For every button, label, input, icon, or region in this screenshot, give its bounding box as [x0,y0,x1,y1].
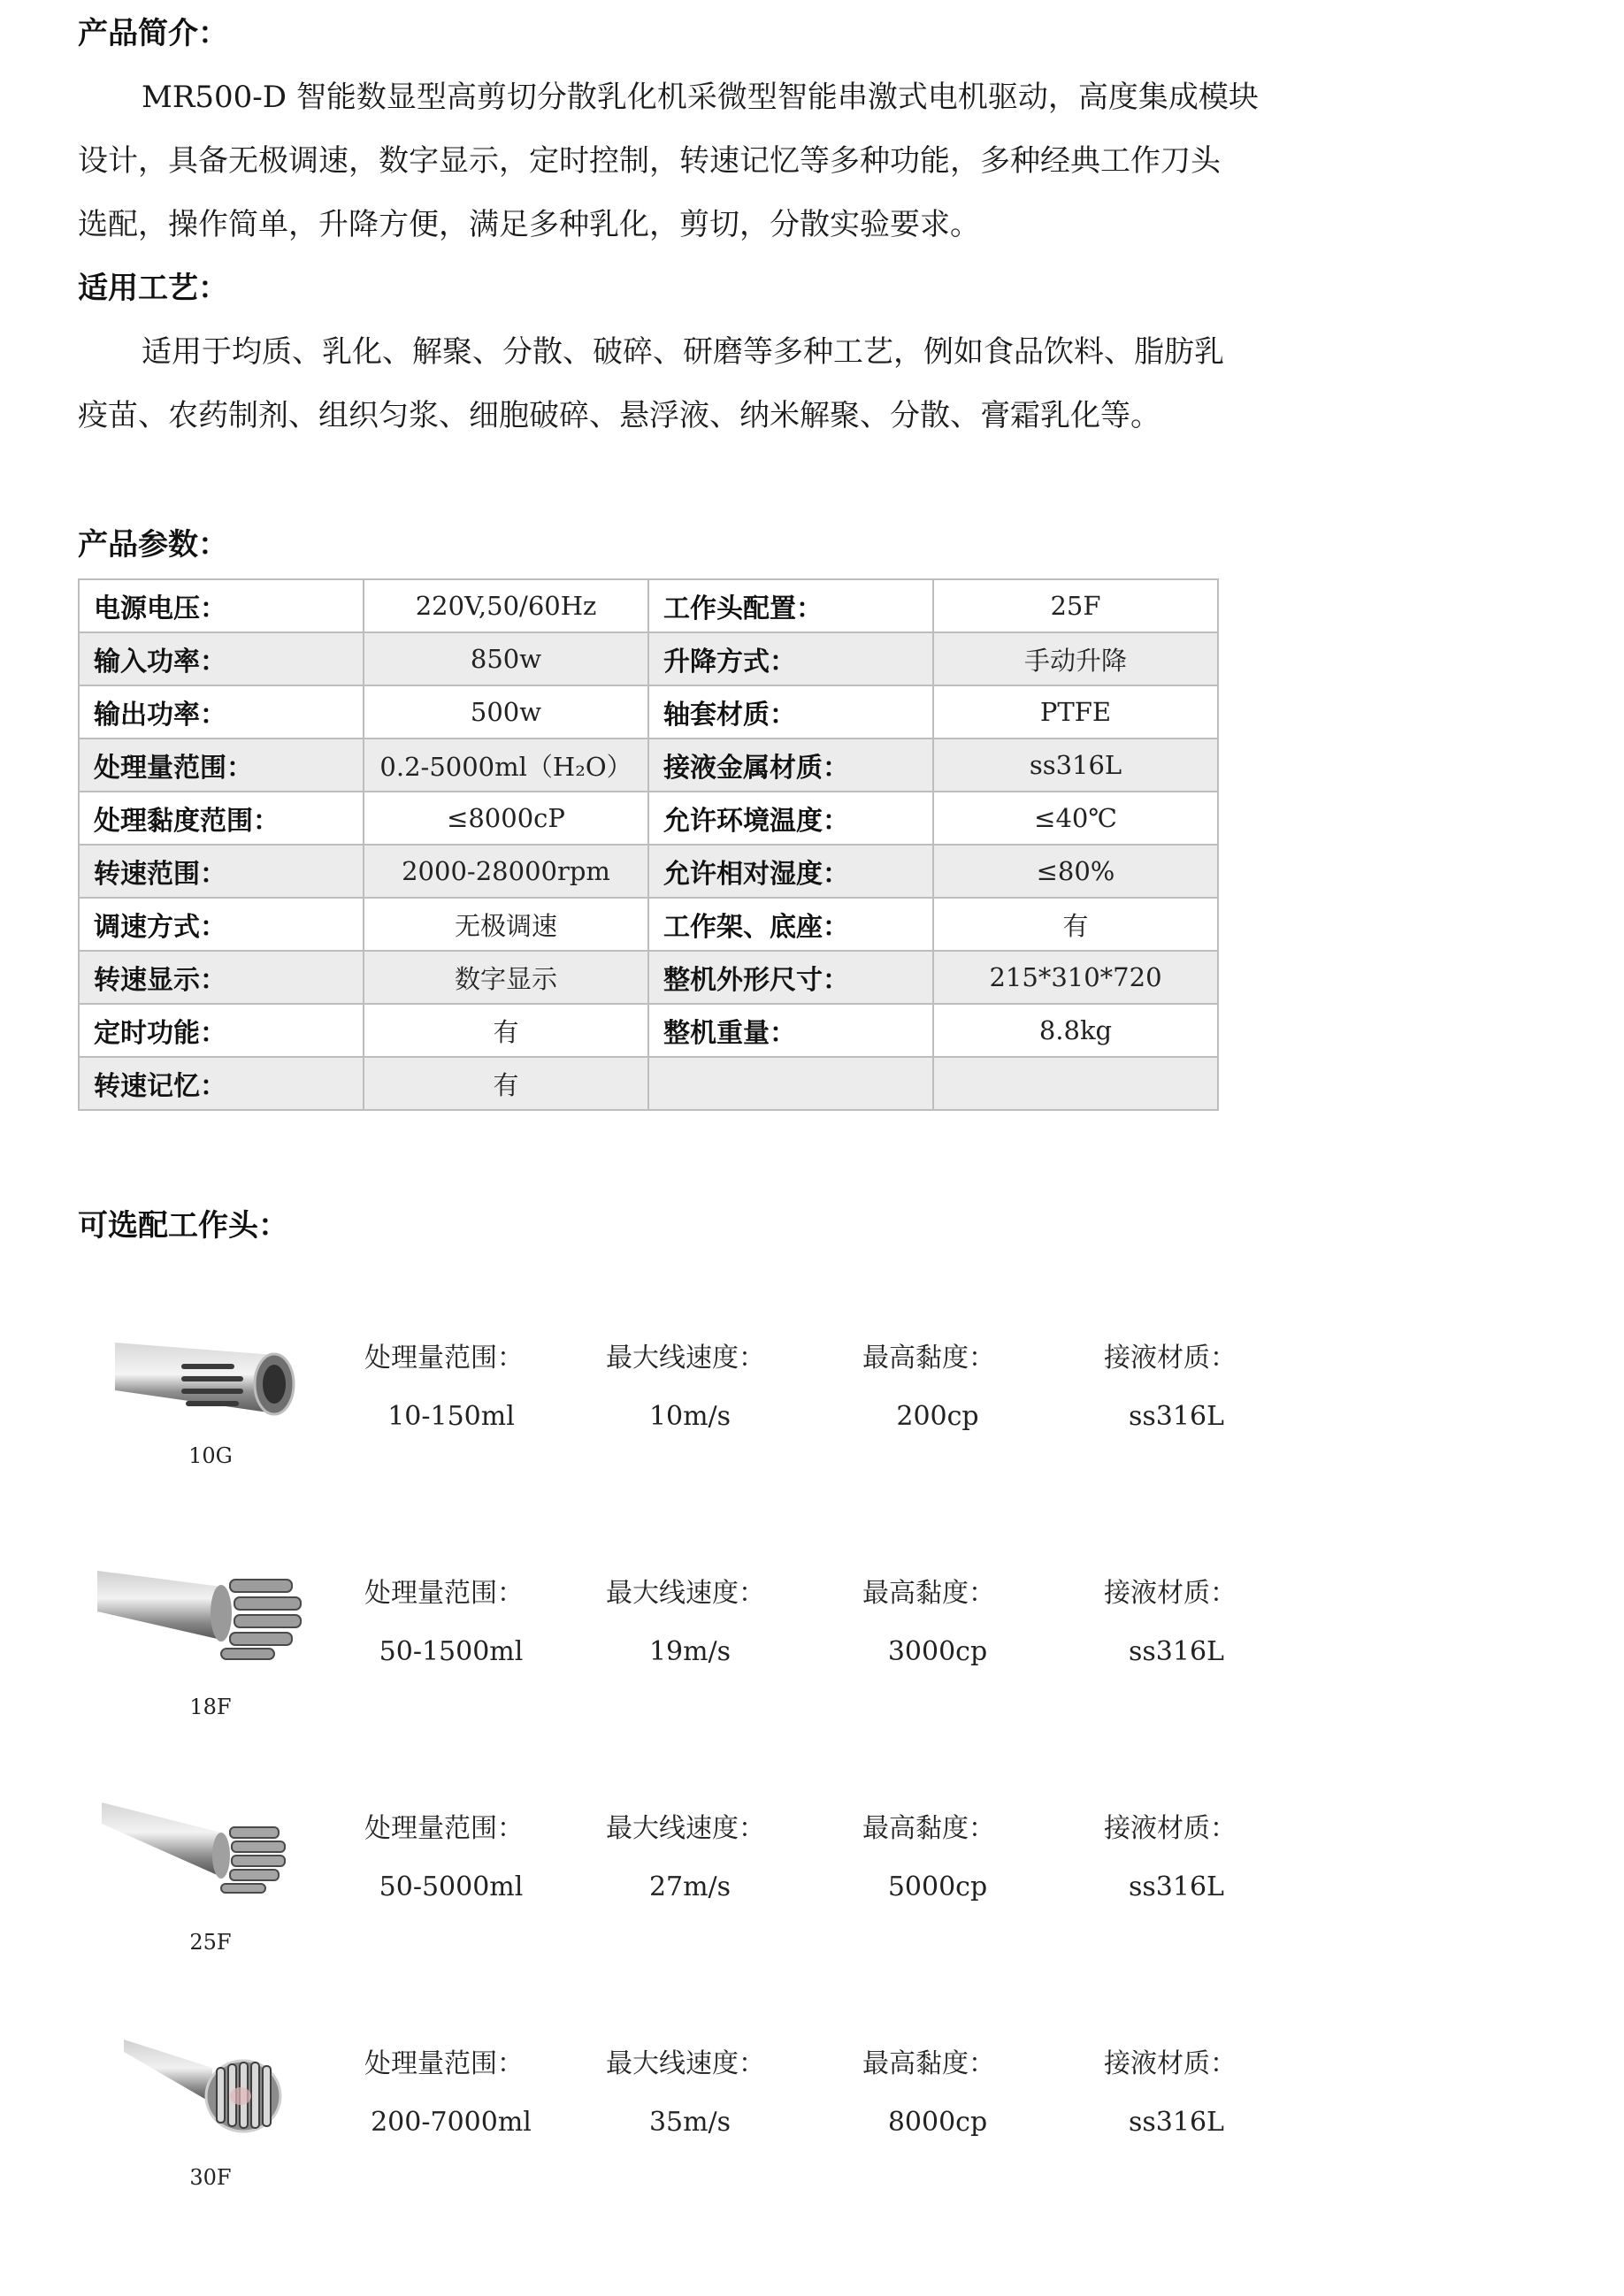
range-label: 处理量范围： [364,2048,524,2079]
spec-row [79,1004,1218,1057]
process-heading: 适用工艺： [78,271,228,306]
intro-line: MR500-D 智能数显型高剪切分散乳化机采微型智能串激式电机驱动，高度集成模块 [142,80,1259,115]
speed-label: 最大线速度： [606,2048,765,2079]
rotor-25f-image [88,1797,318,1921]
spec-value: 有 [364,1057,648,1110]
spec-label: 处理量范围： [79,739,364,792]
spec-label: 转速范围： [79,845,364,898]
material-value: ss316L [1129,2107,1224,2138]
params-heading: 产品参数： [78,527,228,563]
spec-value: 500w [364,685,648,739]
spec-row [79,632,1218,685]
material-value: ss316L [1129,1401,1224,1432]
spec-value [933,1057,1218,1110]
spec-value: 手动升降 [933,632,1218,685]
spec-value: ≤8000cP [364,792,648,845]
spec-value: 数字显示 [364,951,648,1004]
spec-value: ss316L [933,739,1218,792]
range-value: 200-7000ml [371,2107,532,2138]
range-label: 处理量范围： [364,1578,524,1609]
spec-row [79,685,1218,739]
intro-line: 选配，操作简单，升降方便，满足多种乳化，剪切，分散实验要求。 [78,207,980,242]
range-value: 50-1500ml [379,1636,524,1667]
spec-value: 25F [933,579,1218,632]
spec-value: 215*310*720 [933,951,1218,1004]
material-value: ss316L [1129,1871,1224,1902]
speed-value: 10m/s [648,1401,732,1432]
spec-label [648,1057,933,1110]
work-head-18f [88,1562,1327,1739]
spec-row [79,792,1218,845]
spec-label: 整机重量： [648,1004,933,1057]
spec-row [79,951,1218,1004]
spec-row [79,1057,1218,1110]
spec-label: 转速显示： [79,951,364,1004]
spec-label: 轴套材质： [648,685,933,739]
viscosity-value: 3000cp [887,1636,988,1667]
spec-label: 整机外形尺寸： [648,951,933,1004]
spec-row [79,845,1218,898]
work-head-25f [88,1797,1327,1974]
spec-row [79,739,1218,792]
viscosity-value: 200cp [896,1401,979,1432]
spec-label: 工作头配置： [648,579,933,632]
speed-value: 27m/s [648,1871,732,1902]
spec-label: 调速方式： [79,898,364,951]
rotor-18f-image [88,1562,318,1686]
process-paragraph [78,320,1334,448]
spec-value: PTFE [933,685,1218,739]
spec-label: 电源电压： [79,579,364,632]
spec-label: 升降方式： [648,632,933,685]
spec-value: 2000-28000rpm [364,845,648,898]
viscosity-label: 最高黏度： [862,2048,995,2079]
spec-row [79,898,1218,951]
viscosity-value: 5000cp [887,1871,988,1902]
speed-label: 最大线速度： [606,1813,765,1844]
head-model-label: 10G [188,1443,233,1468]
intro-line: 设计，具备无极调速，数字显示，定时控制，转速记忆等多种功能，多种经典工作刀头 [78,143,1221,179]
range-value: 50-5000ml [379,1871,524,1902]
material-label: 接液材质： [1104,1343,1237,1374]
speed-value: 19m/s [648,1636,732,1667]
rotor-10g-image [88,1327,318,1450]
process-line: 适用于均质、乳化、解聚、分散、破碎、研磨等多种工艺，例如食品饮料、脂肪乳 [142,334,1224,370]
material-label: 接液材质： [1104,1813,1237,1844]
viscosity-value: 8000cp [887,2107,988,2138]
viscosity-label: 最高黏度： [862,1578,995,1609]
spec-value: 8.8kg [933,1004,1218,1057]
spec-value: 无极调速 [364,898,648,951]
spec-value: 0.2-5000ml（H₂O） [364,739,648,792]
spec-label: 输出功率： [79,685,364,739]
spec-label: 工作架、底座： [648,898,933,951]
material-label: 接液材质： [1104,2048,1237,2079]
rotor-30f-image [88,2032,318,2156]
process-line: 疫苗、农药制剂、组织匀浆、细胞破碎、悬浮液、纳米解聚、分散、膏霜乳化等。 [78,398,1161,433]
spec-value: 有 [933,898,1218,951]
spec-value: 850w [364,632,648,685]
intro-heading: 产品简介： [78,16,228,51]
work-head-30f [88,2032,1327,2209]
viscosity-label: 最高黏度： [862,1813,995,1844]
head-model-label: 30F [189,2165,232,2190]
head-model-label: 18F [189,1695,232,1719]
range-value: 10-150ml [387,1401,515,1432]
spec-label: 允许环境温度： [648,792,933,845]
range-label: 处理量范围： [364,1813,524,1844]
spec-label: 允许相对湿度： [648,845,933,898]
spec-label: 输入功率： [79,632,364,685]
viscosity-label: 最高黏度： [862,1343,995,1374]
speed-label: 最大线速度： [606,1578,765,1609]
spec-value: 220V,50/60Hz [364,579,648,632]
spec-table [78,578,1219,1111]
spec-label: 转速记忆： [79,1057,364,1110]
spec-value: ≤80% [933,845,1218,898]
spec-row [79,579,1218,632]
material-label: 接液材质： [1104,1578,1237,1609]
spec-label: 处理黏度范围： [79,792,364,845]
material-value: ss316L [1129,1636,1224,1667]
speed-value: 35m/s [648,2107,732,2138]
head-model-label: 25F [189,1930,232,1955]
speed-label: 最大线速度： [606,1343,765,1374]
spec-value: ≤40℃ [933,792,1218,845]
spec-value: 有 [364,1004,648,1057]
spec-label: 定时功能： [79,1004,364,1057]
heads-heading: 可选配工作头： [78,1208,288,1244]
work-head-10g [88,1327,1327,1504]
range-label: 处理量范围： [364,1343,524,1374]
spec-label: 接液金属材质： [648,739,933,792]
intro-paragraph [78,65,1334,256]
